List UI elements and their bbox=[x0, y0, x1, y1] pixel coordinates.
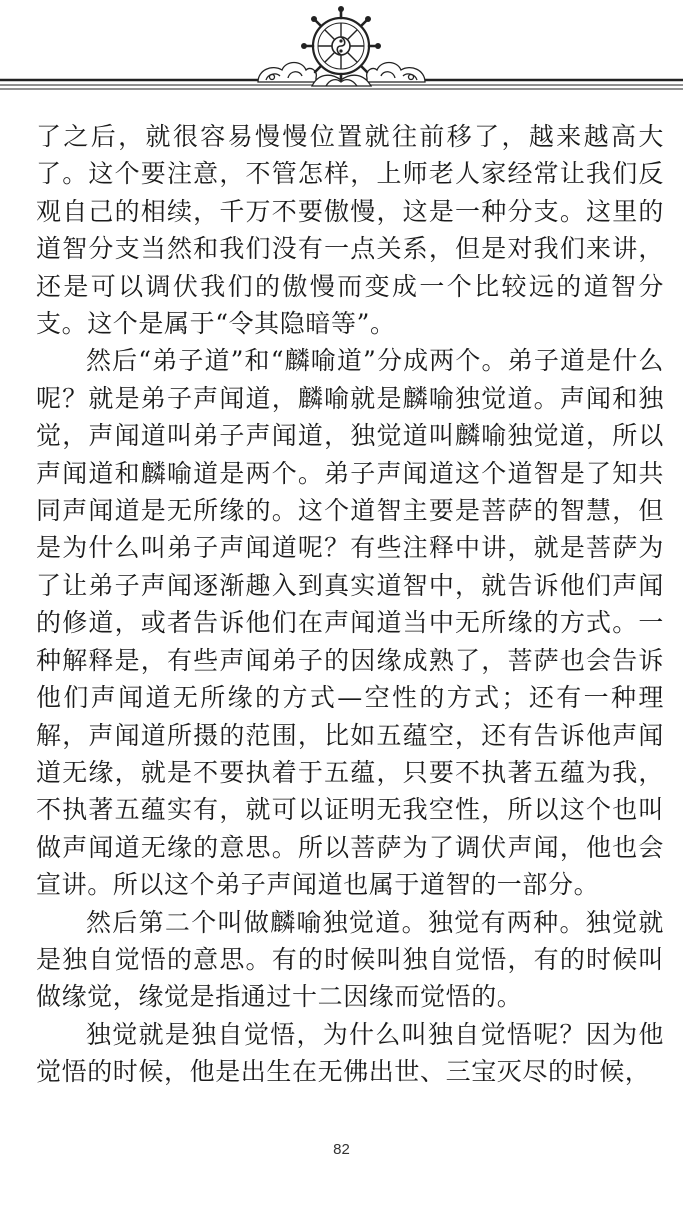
paragraph: 了之后，就很容易慢慢位置就往前移了，越来越高大了。这个要注意，不管怎样，上师老人家经常让我们反观自己的相续，千万不要傲慢，这是一种分支。这里的道智分支当然和我们没有一点关系，但是对我们来讲，还是可以调伏我们的傲慢而变成一个比较远的道智分支。这个是属于“令其隐暗等”。 bbox=[36, 122, 664, 339]
page-body bbox=[36, 118, 664, 1091]
paragraph: 然后“弟子道”和“麟喻道”分成两个。弟子道是什么呢？就是弟子声闻道，麟喻就是麟喻独觉道。声闻和独觉，声闻道叫弟子声闻道，独觉道叫麟喻独觉道，所以声闻道和麟喻道是两个。弟子声闻道这个道智是了知共同声闻道是无所缘的。这个道智主要是菩萨的智慧，但是为什么叫弟子声闻道呢？有些注释中讲，就是菩萨为了让弟子声闻逐渐趣入到真实道智中，就告诉他们声闻的修道，或者告诉他们在声闻道当中无所缘的方式。一种解释是，有些声闻弟子的因缘成熟了，菩萨也会告诉他们声闻道无所缘的方式—空性的方式；还有一种理解，声闻道所摄的范围，比如五蕴空，还有告诉他声闻道无缘，就是不要执着于五蕴，只要不执著五蕴为我，不执著五蕴实有，就可以证明无我空性，所以这个也叫做声闻道无缘的意思。所以菩萨为了调伏声闻，他也会宣讲。所以这个弟子声闻道也属于道智的一部分。 bbox=[36, 346, 664, 900]
paragraph: 独觉就是独自觉悟，为什么叫独自觉悟呢？因为他觉悟的时候，他是出生在无佛出世、三宝灭尽的时候， bbox=[36, 1019, 664, 1087]
header-ornament bbox=[0, 0, 683, 112]
page-number: 82 bbox=[333, 1141, 350, 1158]
cloud-right-icon bbox=[367, 63, 425, 83]
cloud-left-icon bbox=[258, 63, 316, 83]
paragraph: 然后第二个叫做麟喻独觉道。独觉有两种。独觉就是独自觉悟的意思。有的时候叫独自觉悟，有的时候叫做缘觉，缘觉是指通过十二因缘而觉悟的。 bbox=[36, 907, 664, 1012]
